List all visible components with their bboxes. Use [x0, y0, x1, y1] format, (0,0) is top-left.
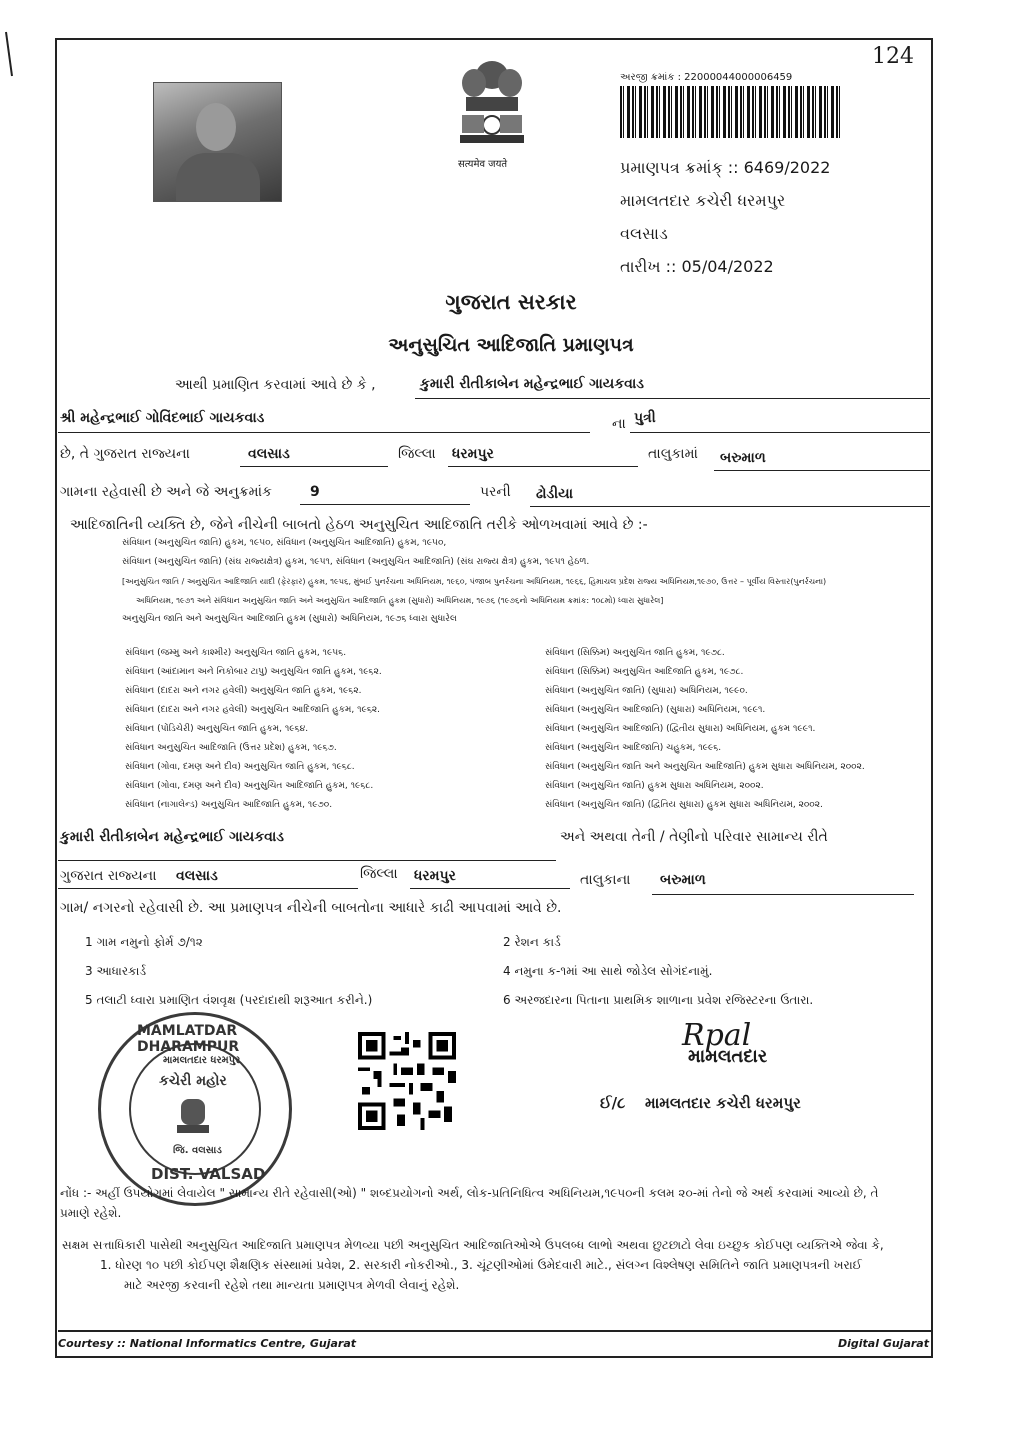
family-text: અને અથવા તેની / તેણીનો પરિવાર સામાન્ય રીતે: [560, 829, 828, 845]
residence-state-district: વલસાડ: [176, 868, 218, 884]
order-item: સંવિધાન (અનુસુચિત આદિજાતિ) (દ્વિતીય સુધારા) અધિનિયમ, હુકમ ૧૯૯૧.: [545, 724, 816, 734]
note-1: નોંધ :- અહીં ઉપયોગમાં લેવાયેલ " સામાન્ય રીતે રહેવાસી(ઓ) " શબ્દપ્રયોગનો અર્થ, લોક-પ્રતિનિધિત્વ અધિનિયમ,૧૯૫૦ની કલમ ૨૦-માં તેનો જે અર્થ કરવામાં આવ્યો છે, તે: [60, 1186, 879, 1200]
underline-2: [448, 466, 638, 467]
note-4: માટે અરજી કરવાની રહેશે તથા માન્યતા પ્રમાણપત્ર મેળવી લેવાનું રહેશે.: [124, 1278, 460, 1292]
order-item: સંવિધાન (જમ્મુ અને કાશ્મીર) અનુસુચિત જાતિ હુકમ, ૧૯૫૬.: [125, 648, 347, 658]
taluka-label: તાલુકામાં: [648, 446, 698, 462]
document-item: 6 અરજદારના પિતાના પ્રાથમિક શાળાના પ્રવેશ રજિસ્ટરના ઉતારા.: [503, 993, 814, 1007]
barcode: [620, 86, 840, 138]
national-emblem-icon: [452, 55, 532, 155]
signatory-office: મામલતદાર કચેરી ધરમપુર: [645, 1094, 801, 1112]
order-item: સંવિધાન (ગોવા, દમણ અને દીવ) અનુસુચિત જાતિ હુકમ, ૧૯૬૮.: [125, 762, 355, 772]
father-underline: [58, 432, 590, 433]
seal-inner-text: મામલતદાર ધરમપુર: [163, 1055, 241, 1066]
footer-divider: [58, 1330, 931, 1332]
certify-prefix: આથી પ્રમાણિત કરવામાં આવે છે કે ,: [175, 377, 376, 393]
order-line: અધિનિયમ, ૧૯૭૧ અને સંવિધાન અનુસુચિત જાતિ અને અનુસુચિત આદિજાતિ હુકમ (સુધારો) અધિનિયમ, ૧૯૭૬ (૧૯૭૬નો અધિનિયમ ક્રમાંક: ૧૦૮મો) ધ્વારા સુધારેલ]: [136, 596, 664, 605]
order-item: સંવિધાન (અનુસુચિત જાતિ અને અનુસુચિત આદિજાતિ) હુકમ સુધારા અધિનિયમ, ૨૦૦૨.: [545, 762, 865, 772]
certificate-title: અનુસુચિત આદિજાતિ પ્રમાણપત્ર: [388, 334, 634, 356]
name-underline: [415, 398, 930, 399]
applicant-photo: [153, 82, 282, 202]
residence-taluka-value: બરુમાળ: [660, 872, 706, 888]
application-number: અરજી ક્રમાંક : 22000044000006459: [620, 72, 793, 83]
order-line: [અનુસુચિત જાતિ / અનુસુચિત આદિજાતિ યાદી (ફેરફાર) હુકમ, ૧૯૫૬, મુંબઈ પુનર્રચના અધિનિયમ, ૧૯૬૦, પંજાબ પુનર્રચના અધિનિયમ, ૧૯૬૬, હિમાચલ પ્રદેશ રાજ્ય અધિનિયમ,૧૯૭૦, ઉત્તર – પૂર્વીય વિસ્તાર(પુનર્રચના): [122, 577, 827, 586]
village-prefix: ગામના રહેવાસી છે અને જે અનુક્રમાંક: [60, 484, 272, 500]
seal-district-text: જિ. વલસાડ: [173, 1145, 222, 1156]
parni-label: પરની: [480, 484, 511, 500]
underline-9: [652, 894, 914, 895]
underline-5: [530, 506, 930, 507]
emblem-motto: सत्यमेव जयते: [458, 159, 508, 170]
government-title: ગુજરાત સરકાર: [445, 290, 577, 314]
taluka-value: બરુમાળ: [720, 450, 766, 466]
na-label: ના: [612, 416, 626, 432]
order-item: સંવિધાન (સિક્કિમ) અનુસુચિત જાતિ હુકમ, ૧૯૭૮.: [545, 648, 725, 658]
serial-number: 9: [310, 484, 320, 500]
underline-7: [58, 888, 358, 889]
footer: [58, 1337, 931, 1350]
issue-date: તારીખ :: 05/04/2022: [620, 257, 774, 276]
relation: પુત્રી: [634, 410, 656, 426]
order-item: સંવિધાન (નાગાલેન્ડ) અનુસુચિત આદિજાતિ હુકમ, ૧૯૭૦.: [125, 800, 333, 810]
residence-jilla-value: ધરમપુર: [414, 868, 456, 884]
residence-jilla: જિલ્લા: [360, 866, 398, 882]
courtesy-text: Courtesy :: National Informatics Centre, Gujarat: [58, 1337, 357, 1350]
office-seal: [98, 1012, 292, 1206]
underline-6: [58, 860, 556, 861]
document-item: 2 રેશન કાર્ડ: [503, 935, 561, 949]
order-item: સંવિધાન (આંદામાન અને નિકોબાર ટાપુ) અનુસુચિત જાતિ હુકમ, ૧૯૬૨.: [125, 667, 382, 677]
relation-underline: [630, 432, 930, 433]
certificate-number: પ્રમાણપત્ર ક્રમાંક્ :: 6469/2022: [620, 158, 831, 177]
order-item: સંવિધાન (અનુસુચિત જાતિ) (સુધારા) અધિનિયમ, ૧૯૯૦.: [545, 686, 748, 696]
jilla-value: ધરમપુર: [452, 446, 494, 462]
seal-inner-text-2: કચેરી મહોર: [159, 1073, 227, 1089]
residence-taluka: તાલુકાના: [580, 872, 631, 888]
order-line: સંવિધાન (અનુસુચિત જાતિ) હુકમ, ૧૯૫૦, સંવિધાન (અનુસુચિત આદિજાતિ) હુકમ, ૧૯૫૦,: [122, 538, 447, 548]
underline-1: [240, 466, 388, 467]
orders-block: [122, 534, 922, 629]
seal-bottom-text: DIST. VALSAD: [151, 1165, 266, 1183]
state-district: વલસાડ: [248, 446, 290, 462]
order-item: સંવિધાન (સિક્કિમ) અનુસુચિત આદિજાતિ હુકમ, ૧૯૭૮.: [545, 667, 744, 677]
order-item: સંવિધાન (દાદરા અને નગર હવેલી) અનુસુચિત આદિજાતિ હુકમ, ૧૯૬૨.: [125, 705, 381, 715]
document-item: 5 તલાટી ધ્વારા પ્રમાણિત વંશવૃક્ષ (પરદાદાથી શરૂઆત કરીને.): [85, 993, 373, 1007]
seal-top-text: MAMLATDAR DHARAMPUR: [137, 1023, 240, 1055]
recognition-text: આદિજાતિની વ્યક્તિ છે, જેને નીચેની બાબતો હેઠળ અનુસુચિત આદિજાતિ તરીકે ઓળખવામાં આવે છે :-: [70, 517, 648, 533]
order-item: સંવિધાન (દાદરા અને નગર હવેલી) અનુસુચિત જાતિ હુકમ, ૧૯૬૨.: [125, 686, 362, 696]
underline-3: [714, 470, 930, 471]
basis-text: ગામ/ નગરનો રહેવાસી છે. આ પ્રમાણપત્ર નીચેની બાબતોના આધારે કાઢી આપવામાં આવે છે.: [60, 900, 562, 916]
note-1-cont: પ્રમાણે રહેશે.: [60, 1206, 122, 1220]
underline-8: [410, 888, 570, 889]
order-line: અનુસુચિત જાતિ અને અનુસુચિત આદિજાતિ હુકમ (સુધારો) અધિનિયમ, ૧૯૭૬ ધ્વારા સુધારેલ: [122, 614, 457, 624]
residence-name: કુમારી રીતીકાબેન મહેન્દ્રભાઈ ગાયકવાડ: [60, 829, 284, 845]
applicant-name: કુમારી રીતીકાબેન મહેન્દ્રભાઈ ગાયકવાડ: [420, 376, 644, 392]
issuing-office: મામલતદાર કચેરી ધરમપુર: [620, 191, 786, 210]
orders-right-list: [545, 644, 930, 815]
document-item: 3 આધારકાર્ડ: [85, 964, 147, 978]
signature-prefix: ઈ/૮: [600, 1094, 626, 1112]
signature-scribble: Rpal: [682, 1018, 752, 1053]
note-3: 1. ધોરણ ૧૦ પછી કોઈપણ શૈક્ષણિક સંસ્થામાં પ્રવેશ, 2. સરકારી નોકરીઓ., 3. ચૂંટણીઓમાં ઉમેદવારી માટે., સંલગ્ન વિશ્લેષણ સમિતિને જાતિ પ્રમાણપત્રની ખરાઈ: [100, 1258, 862, 1272]
seal-emblem-icon: [173, 1095, 213, 1139]
residence-state: ગુજરાત રાજ્યના: [60, 868, 157, 884]
order-item: સંવિધાન (અનુસુચિત આદિજાતિ) ચહુકમ, ૧૯૯૬.: [545, 743, 722, 753]
order-item: સંવિધાન (અનુસુચિત આદિજાતિ) (સુધારા) અધિનિયમ, ૧૯૯૧.: [545, 705, 766, 715]
father-name: શ્રી મહેન્દ્રભાઈ ગોવિંદભાઈ ગાયકવાડ: [60, 410, 265, 426]
tribe-name: ઢોડીયા: [536, 486, 574, 502]
document-item: 1 ગામ નમુનો ફોર્મ ૭/૧૨: [85, 935, 203, 949]
orders-left-list: [125, 644, 525, 815]
order-item: સંવિધાન (અનુસુચિત જાતિ) (દ્વિતિય સુધારા) હુકમ સુધારા અધિનિયમ, ૨૦૦૨.: [545, 800, 823, 810]
underline-4: [300, 504, 470, 505]
digital-gujarat-brand: Digital Gujarat: [838, 1337, 929, 1350]
order-item: સંવિધાન અનુસુચિત આદિજાતિ (ઉત્તર પ્રદેશ) હુકમ, ૧૯૬૭.: [125, 743, 337, 753]
document-item: 4 નમુના ક-૧માં આ સાથે જોડેલ સોગંદનામું.: [503, 964, 713, 978]
note-2: સક્ષમ સત્તાધિકારી પાસેથી અનુસુચિત આદિજાતિ પ્રમાણપત્ર મેળવ્યા પછી અનુસુચિત આદિજાતિઓએ ઉપલબ્ધ લાભો અથવા છુટછાટો લેવા ઇચ્છુક કોઈપણ વ્યક્તિએ જેવા કે,: [62, 1238, 884, 1252]
signatory-title: મામલતદાર: [688, 1046, 768, 1067]
order-item: સંવિધાન (પોંડિચેરી) અનુસુચિત જાતિ હુકમ, ૧૯૬૪.: [125, 724, 309, 734]
margin-mark: [0, 30, 20, 80]
order-item: સંવિધાન (અનુસુચિત જાતિ) હુકમ સુધારા અધિનિયમ, ૨૦૦૨.: [545, 781, 764, 791]
order-line: સંવિધાન (અનુસુચિત જાતિ) (સંઘ રાજ્યક્ષેત્ર) હુકમ, ૧૯૫૧, સંવિધાન (અનુસુચિત આદિજાતિ) (સંઘ રાજ્ય ક્ષેત્ર) હુકમ, ૧૯૫૧ હેઠળ.: [122, 557, 590, 567]
handwritten-page-number: 124: [872, 44, 914, 69]
qr-code: [358, 1032, 456, 1130]
district: વલસાડ: [620, 224, 668, 243]
order-item: સંવિધાન (ગોવા, દમણ અને દીવ) અનુસુચિત આદિજાતિ હુકમ, ૧૯૬૮.: [125, 781, 374, 791]
jilla-label: જિલ્લા: [398, 446, 436, 462]
state-prefix: છે, તે ગુજરાત રાજ્યના: [60, 446, 190, 462]
